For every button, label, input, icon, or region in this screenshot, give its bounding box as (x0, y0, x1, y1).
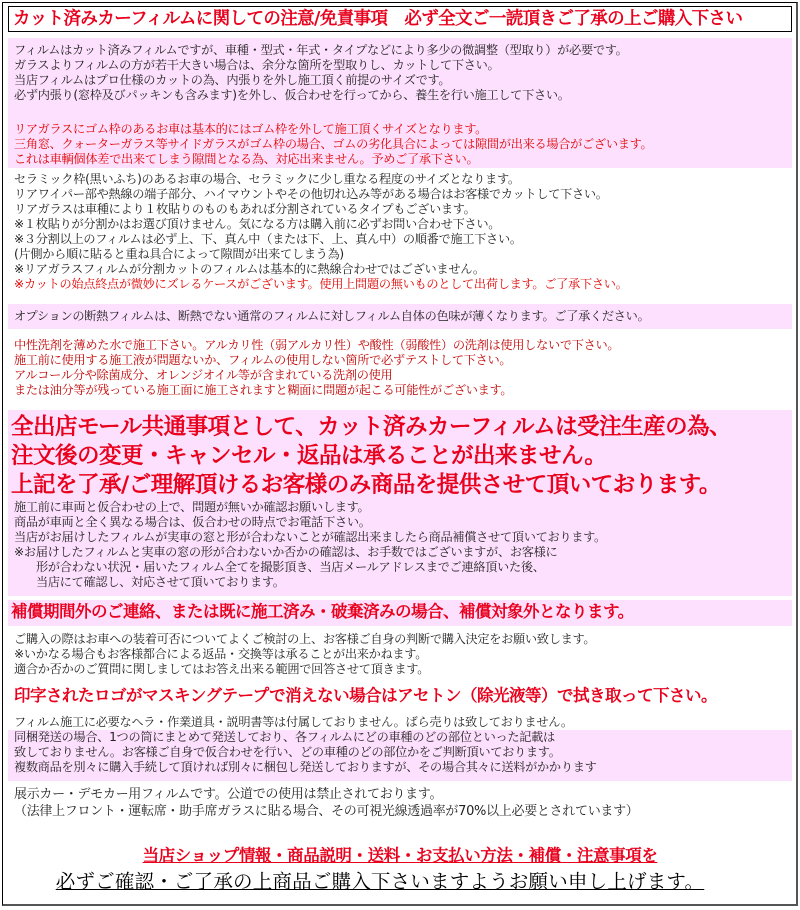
footer-notice: 必ずご確認・ご了承の上商品ご購入下さいますようお願い申し上げます。 (55, 870, 705, 893)
text-line: セラミック枠(黒いふち)のあるお車の場合、セラミックに少し重なる程度のサイズとなります。 (14, 172, 520, 186)
warning-line: 中性洗剤を薄めた水で施工下さい。アルカリ性（弱アルカリ性）や酸性（弱酸性）の洗剤は使用しないで下さい。 (14, 338, 620, 352)
text-line: リアガラスは車種により１枚貼りのものもあれば分割されているタイプもございます。 (14, 202, 476, 216)
demo-car-notice (8, 786, 792, 820)
important-line: 全出店モール共通事項として、カット済みカーフィルムは受注生産の為、 (11, 414, 732, 440)
text-line: 当店がお届けしたフィルムが実車の窓と形が合わないことが確認出来ましたら商品補償させて頂いております。 (14, 530, 606, 544)
warning-line: アルコール分や除菌成分、オレンジオイル等が含まれている洗剤の使用 (14, 368, 393, 382)
footer-notice-line (0, 866, 800, 894)
cut-film-notice (8, 38, 792, 168)
option-note: オプションの断熱フィルムは、断熱でない通常のフィルムに対しフィルム自体の色味が薄くなります。ご了承ください。 (8, 304, 792, 329)
text-line: リアワイパー部や熱線の端子部分、ハイマウントやその他切れ込み等がある場合はお客様でカットして下さい。 (14, 187, 608, 201)
text-line: ご購入の際はお車への装着可否についてよくご検討の上、お客様ご自身の判断で購入決定をお願い致します。 (14, 632, 596, 646)
text-line: 施工前に車両と仮合わせの上で、問題が無いか確認お願いします。 (14, 500, 370, 514)
text-line: 商品が車両と全く異なる場合は、仮合わせの時点でお電話下さい。 (14, 515, 371, 529)
made-to-order-notice (8, 410, 792, 596)
page-title: カット済みカーフィルムに関しての注意/免責事項 必ず全文ご一読頂きご了承の上ご購入下さい (8, 6, 792, 32)
shipping-notice (8, 715, 792, 781)
text-line: 適合か否かのご質問に関しましてはお答え出来る範囲で回答させて頂きます。 (14, 662, 430, 676)
text-line: ※３分割以上のフィルムは必ず上、下、真ん中（または下、上、真ん中）の順番で施工下さい。 (14, 232, 522, 246)
ceramic-notice (8, 172, 792, 297)
text-line: （法律上フロント・運転席・助手席ガラスに貼る場合、その可視光線透過率が70%以上必要とされています） (14, 804, 639, 819)
text-line: 当店フィルムはプロ仕様のカットの為、内張りを外し施工頂く前提のサイズです。 (14, 73, 451, 87)
warning-line: ※カットの始点終点が微妙にズレるケースがございます。使用上問題の無いものとして出荷します。ご了承下さい。 (14, 277, 628, 291)
warning-line: リアガラスにゴム枠のあるお車は基本的にはゴム枠を外して施工頂くサイズとなります。 (14, 122, 488, 136)
purchase-notice (8, 632, 792, 680)
warning-line: これは車輌個体差で出来てしまう隙間となる為、対応出来ません。予めご了承下さい。 (14, 152, 479, 166)
warning-line: 三角窓、クォーターガラス等サイドガラスがゴム枠の場合、ゴムの劣化具合によっては隙間が出来る場合がございます。 (14, 137, 653, 151)
compensation-heading: 補償期間外のご連絡、または既に施工済み・破棄済みの場合、補償対象外となります。 (8, 600, 792, 626)
text-line: フィルムはカット済みフィルムですが、車種・型式・年式・タイプなどにより多少の微調整（型取り）が必要です。 (14, 43, 628, 57)
text-line: ※お届けしたフィルムと実車の窓の形が合わないか否かの確認は、お手数ではございますが、お客様に (14, 545, 558, 559)
text-line: 同梱発送の場合、1つの筒にまとめて発送しており、各フィルムにどの車種のどの部位といった記載は (14, 730, 555, 744)
text-line: ※いかなる場合もお客様都合による返品・交換等は承ることが出来かねます。 (14, 647, 428, 661)
text-line: (片側から順に貼ると重ね具合によって隙間が出来てしまう為) (14, 247, 344, 261)
text-line: ガラスよりフィルムの方が若干大きい場合は、余分な箇所を型取りし、カットして下さい。 (14, 58, 500, 72)
text-line: ※１枚貼りが分割かはお選び頂けません。気になる方は購入前に必ずお問い合わせ下さい。 (14, 217, 501, 231)
text-line: 当店にて確認し、対応させて頂いております。 (36, 575, 285, 589)
text-line: ※リアガラスフィルムが分割カットのフィルムは基本的に熱線合わせではございません。 (14, 262, 485, 276)
important-line: 注文後の変更・キャンセル・返品は承ることが出来ません。 (11, 443, 607, 469)
detergent-notice (8, 338, 792, 402)
warning-line: または油分等が残っている施工面に施工されますと糊面に問題が起こる可能性がございます。 (14, 383, 513, 397)
text-line: 致しておりません。お客様ご自身で仮合わせを行い、どの車種のどの部位かをご判断頂いております。 (14, 745, 561, 759)
shop-info-link[interactable]: 当店ショップ情報・商品説明・送料・お支払い方法・補償・注意事項を (142, 846, 658, 865)
text-line: 複数商品を別々に購入手続して頂ければ別々に梱包し発送しておりますが、その場合其々に送料がかかります (14, 760, 597, 774)
footer-link-line (0, 842, 800, 866)
text-line: 展示カー・デモカー用フィルムです。公道での使用は禁止されております。 (14, 787, 443, 802)
text-line: 必ず内張り(窓枠及びパッキンも含みます)を外し、仮合わせを行ってから、養生を行い施工して下さい。 (14, 88, 570, 102)
warning-line: 施工前に使用する施工液が問題ないか、フィルムの使用しない箇所で必ずテストして下さい。 (14, 353, 512, 367)
logo-removal-heading: 印字されたロゴがマスキングテープで消えない場合はアセトン（除光液等）で拭き取って下さい。 (14, 686, 718, 705)
important-line: 上記を了承/ご理解頂けるお客様のみ商品を提供させて頂いております。 (11, 472, 721, 498)
text-line: 形が合わない状況・届いたフィルム全てを撮影頂き、当店メールアドレスまでご連絡頂いた後、 (36, 560, 545, 574)
text-line: フィルム施工に必要なヘラ・作業道具・説明書等は付属しておりません。ばら売りは致しておりません。 (14, 715, 573, 729)
